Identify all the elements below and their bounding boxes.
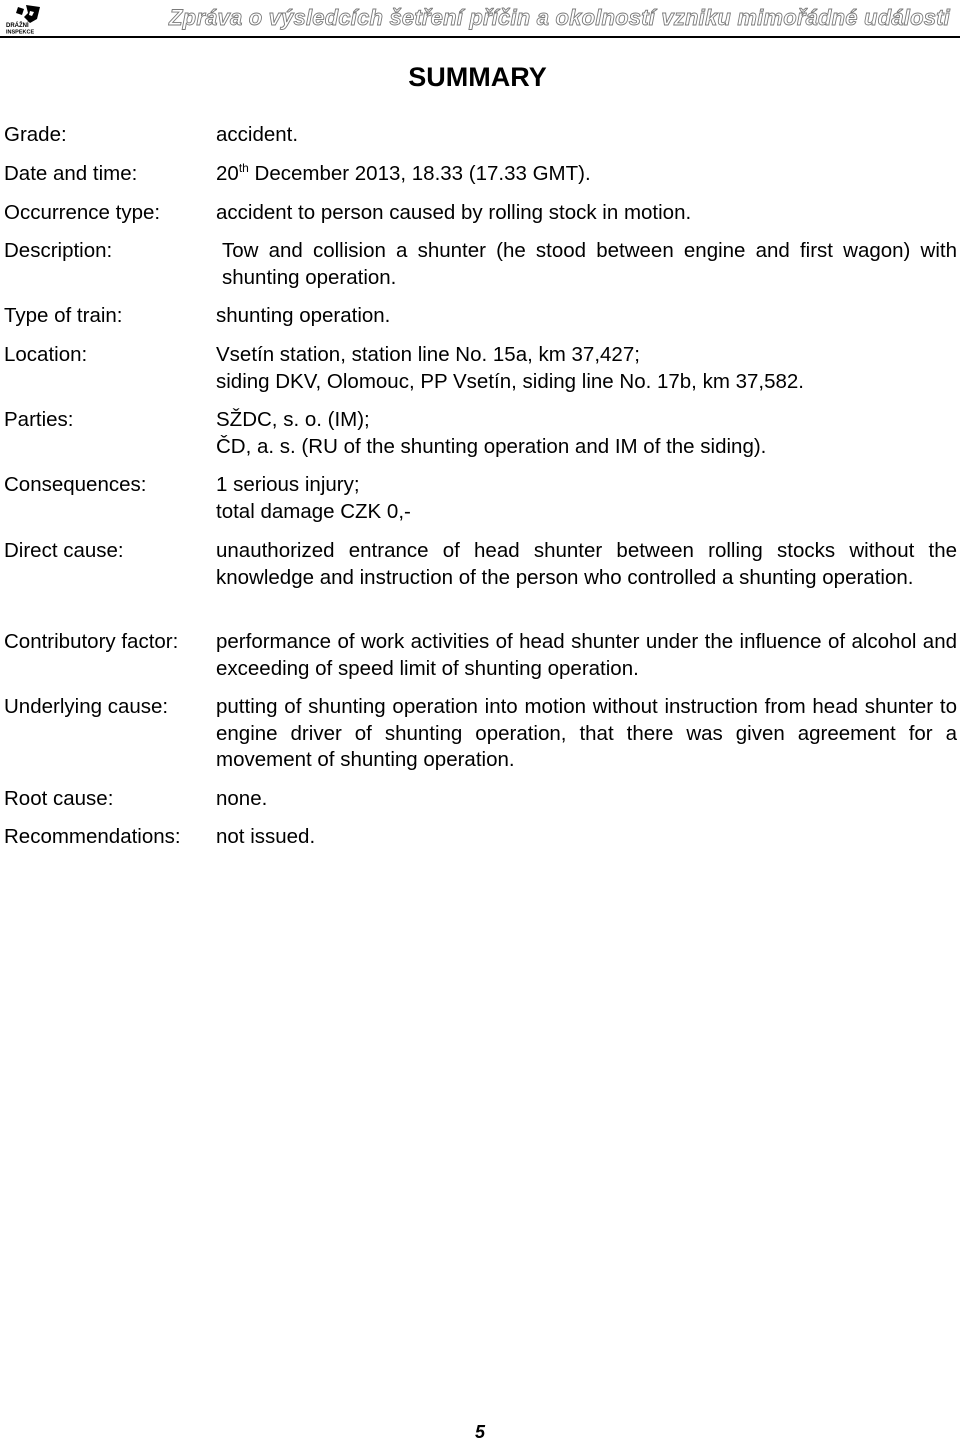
root-cause-value: none. bbox=[216, 787, 268, 810]
location-value bbox=[216, 342, 957, 395]
description-label: Description: bbox=[4, 239, 113, 262]
location-line-1: Vsetín station, station line No. 15a, km 37,427; bbox=[216, 343, 640, 366]
drazni-inspekce-logo-icon bbox=[4, 3, 46, 35]
date-ordinal-suffix: th bbox=[238, 161, 249, 175]
grade-label: Grade: bbox=[4, 123, 67, 146]
root-cause-label: Root cause: bbox=[4, 787, 114, 810]
consequences-label: Consequences: bbox=[4, 473, 147, 496]
recommendations-label: Recommendations: bbox=[4, 825, 181, 848]
page-number: 5 bbox=[474, 1422, 485, 1442]
direct-cause-value: unauthorized entrance of head shunter between rolling stocks without the knowledge and instruction of the person who controlled a shunting operation. bbox=[216, 539, 957, 589]
parties-value bbox=[216, 407, 957, 460]
type-of-train-value: shunting operation. bbox=[216, 304, 391, 327]
underlying-cause-value: putting of shunting operation into motion without instruction from head shunter to engine driver of shunting operation, that there was given agreement for a movement of shunting operation. bbox=[216, 695, 957, 771]
contributory-factor-value: performance of work activities of head shunter under the influence of alcohol and exceeding of speed limit of shunting operation. bbox=[216, 630, 957, 680]
date-rest: December 2013, 18.33 (17.33 GMT). bbox=[248, 162, 591, 185]
grade-value: accident. bbox=[216, 123, 299, 146]
occurrence-type-value: accident to person caused by rolling stock in motion. bbox=[216, 201, 692, 224]
summary-heading: SUMMARY bbox=[408, 62, 547, 92]
date-time-label: Date and time: bbox=[4, 162, 138, 185]
page-header bbox=[0, 0, 960, 38]
parties-line-2: ČD, a. s. (RU of the shunting operation and IM of the siding). bbox=[216, 434, 767, 458]
date-time-value bbox=[216, 161, 957, 188]
occurrence-type-label: Occurrence type: bbox=[4, 201, 161, 224]
parties-label: Parties: bbox=[4, 408, 74, 431]
location-line-2: siding DKV, Olomouc, PP Vsetín, siding line No. 17b, km 37,582. bbox=[216, 369, 804, 393]
contributory-factor-label: Contributory factor: bbox=[4, 630, 179, 653]
svg-text:DRÁŽNÍ: DRÁŽNÍ bbox=[6, 23, 29, 29]
underlying-cause-label: Underlying cause: bbox=[4, 695, 169, 718]
consequences-value bbox=[216, 472, 957, 525]
parties-line-1: SŽDC, s. o. (IM); bbox=[216, 408, 370, 431]
recommendations-value: not issued. bbox=[216, 825, 316, 848]
header-divider bbox=[0, 36, 960, 38]
description-value: Tow and collision a shunter (he stood between engine and first wagon) with shunting operation. bbox=[222, 239, 957, 289]
report-header-title: Zpráva o výsledcích šetření příčin a okolností vzniku mimořádné události bbox=[169, 5, 950, 30]
direct-cause-label: Direct cause: bbox=[4, 539, 124, 562]
date-day: 20 bbox=[216, 162, 239, 185]
svg-text:INSPEKCE: INSPEKCE bbox=[6, 29, 35, 35]
location-label: Location: bbox=[4, 343, 88, 366]
type-of-train-label: Type of train: bbox=[4, 304, 123, 327]
consequences-line-2: total damage CZK 0,- bbox=[216, 499, 411, 523]
consequences-line-1: 1 serious injury; bbox=[216, 473, 360, 496]
